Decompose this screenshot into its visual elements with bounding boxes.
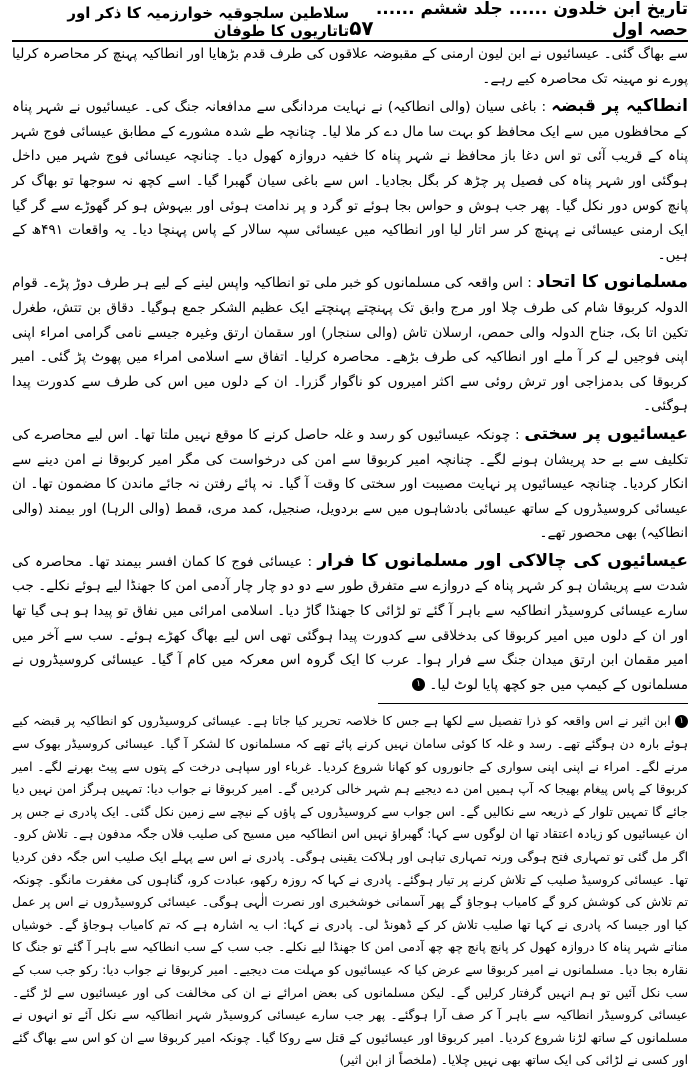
section-retreat: عیسائیوں کی چالاکی اور مسلمانوں کا فرار : عیسائی فوج کا کمان افسر بیمند تھا۔ محاصرہ کی شدت سے پریشان ہو کر شہر پناہ کے دروازے سے متفرق طور سے دو دو چار چار آدمی امن کا جھنڈا لیے ہوئے نکلے۔ جب سارے عیسائی کروسیڈر انطاکیہ سے باہر آ گئے تو لڑائی کا جھنڈا گاڑ دیا۔ اسلامی امرائی میں نفاق تو پیدا ہو ہی گیا تھا اور ان کے دلوں میں امیر کربوقا کی بدخلاقی سے کدورت پیدا ہوگئی تھی اس لیے بھاگ کھڑے ہوئے۔ سب سے آخر میں امیر مقمان ابن ارتق میدان جنگ سے فرار ہوا۔ عرب کا ایک گروہ اس معرکہ میں کام آ گیا۔ عیسائی کروسیڈروں نے مسلمانوں کے کیمپ میں جو کچھ پایا لوٹ لیا۔ ۱ <box>12 550 688 693</box>
intro-paragraph <box>12 42 688 91</box>
book-title: تاریخ ابن خلدون ...... جلد ششم ...... حصہ اول <box>375 0 688 40</box>
intro-text: سے بھاگ گئی۔ عیسائیوں نے ابن لیون ارمنی کے مقبوضہ علاقوں کی طرف قدم بڑھایا اور انطاکیہ پہنچ کر محاصرہ کرلیا پورے نو مہینہ تک محاصرہ کیے رہے۔ <box>12 46 688 87</box>
section-text: باغی سیان (والی انطاکیہ) نے نہایت مردانگی سے مدافعانہ جنگ کی۔ عیسائیوں نے شہر پناہ کے محافظوں میں سے ایک محافظ کو بہت سا مال دے کر ملا لیا۔ چنانچہ طے شدہ مشورے کے مطابق عیسائی فوج شہر پناہ کے قریب آئی تو اس دغا باز محافظ نے شہر پناہ کا خفیہ دروازہ کھول دیا۔ چنانچہ عیسائی فوج شہر میں داخل ہوگئی اور شہر پناہ کی فصیل پر چڑھ کر بگل بجادیا۔ اس سے باغی سیان گھبرا گیا۔ اسے کچھ نہ سوجھا تو بھاگ کر پانچ کوس دور نکل گیا۔ پھر جب ہوش و حواس بجا ہوئے تو گرد و پر ندامت ہوئی اور بیہوش ہو کر گھوڑے سے گر گیا ایک ارمنی عیسائی نے پہنچ کر سر اتار لیا اور انطاکیہ میں عیسائی سپہ سالار کے پاس پہنچا دیا۔ یہ واقعات ۴۹۱ھ کے ہیں۔ <box>12 99 688 263</box>
footnote-text: ابن اثیر نے اس واقعہ کو ذرا تفصیل سے لکھا ہے جس کا خلاصہ تحریر کیا جاتا ہے۔ عیسائی کروسیڈروں کو انطاکیہ پر قبضہ کیے ہوئے بارہ دن ہوگئے تھے۔ رسد و غلہ کا کوئی سامان نہیں کرنے پائے تھے کہ مسلمانوں کا لشکر آ گیا۔ عیسائی کروسیڈر بھوک سے مرنے لگے۔ امراء نے اپنی اپنی سواری کے جانوروں کو کھانا شروع کردیا۔ غرباء اور سپاہی درخت کے پتوں سے پیٹ بھرنے لگے۔ امیر کربوقا کے پاس پیغام بھیجا کہ آپ ہمیں امن دے دیجیے ہم شہر خالی کردیں گے۔ امیر کربوقا نے جواب دیا: تمہیں ہرگز امن نہیں دیا جائے گا تمہیں تلوار کے ذریعہ سے نکالیں گے۔ اس جواب سے کروسیڈروں کے پاؤں کے نیچے سے زمین نکل گئی۔ ایک پادری نے جس پر ان عیسائیوں کو زیادہ اعتقاد تھا ان لوگوں سے کہا: گھبراؤ نہیں اس انطاکیہ میں مسیح کی صلیب فلاں جگہ مدفون ہے۔ تلاش کرو۔ اگر مل گئی تو تمہاری فتح ہوگی ورنہ تمہاری تباہی اور ہلاکت یقینی ہوگی۔ پادری نے اس سے پہلے ایک صلیب اس جگہ دفن کردیا تھا۔ عیسائی کروسیڈ صلیب کے تلاش کرنے پر تیار ہوگئے۔ پادری نے کہا کہ روزہ رکھو، عبادت کرو، گناہوں کی مغفرت مانگو۔ چونکہ تم تلاش کی کوشش کرو گے کامیاب ہوجاؤ گے پھر آسمانی خوشخبری اور نصرت الٰہی ہوگی۔ عیسائی کروسیڈروں نے اس پر عمل کیا اور جیسا کہ پادری نے کہا تھا صلیب تلاش کر کے ڈھونڈ لی۔ پادری نے کہا: اب یہ اشارہ ہے کہ تم کامیاب ہوجاؤ گے۔ خوشیاں مناتے شہر پناہ کا دروازہ کھول کر پانچ پانچ چھ چھ آدمی امن کا جھنڈا لیے نکلے۔ جب سب کے سب انطاکیہ سے باہر آ گئے تو جنگ کا نقارہ بجا دیا۔ مسلمانوں نے امیر کربوقا سے عرض کیا کہ عیسائیوں کو مہلت مت دیجیے۔ امیر کربوقا نے جواب دیا: رکو جب سب کے سب نکل آئیں تو ہم انہیں گرفتار کرلیں گے۔ لیکن مسلمانوں کی بعض امرائے نے ان کی مخالفت کی اور عیسائیوں سے لڑ گئے۔ عیسائی کروسیڈر انطاکیہ سے باہر آ کر صف آرا ہوگئے۔ پھر جب سارے عیسائی کروسیڈر شہر انطاکیہ سے نکل آئے تو انہوں نے مسلمانوں کے ساتھ لڑنا شروع کردیا۔ امیر کربوقا اور عیسائیوں کے قتل سے روکا گیا۔ چونکہ امیر کربوقا سے ان کو اس سے بھاگ گئے اور کسی نے لڑائی کی ایک ساتھ بھی نہیں چلایا۔ (ملخصاً از ابن اثیر) <box>12 714 688 1068</box>
page-number: ۵۷ <box>349 16 374 40</box>
main-text <box>12 42 688 697</box>
footnote <box>12 710 688 1072</box>
page-header <box>12 0 688 42</box>
section-text: عیسائی فوج کا کمان افسر بیمند تھا۔ محاصرہ کی شدت سے پریشان ہو کر شہر پناہ کے دروازے سے متفرق طور سے دو دو چار چار آدمی امن کا جھنڈا لیے ہوئے نکلے۔ جب سارے عیسائی کروسیڈر انطاکیہ سے باہر آ گئے تو لڑائی کا جھنڈا گاڑ دیا۔ اسلامی امرائی میں نفاق تو پیدا ہو ہی گیا تھا اور ان کے دلوں میں امیر کربوقا کی بدخلاقی سے کدورت پیدا ہوگئی تھی اس لیے بھاگ کھڑے ہوئے۔ سب سے آخر میں امیر مقمان ابن ارتق میدان جنگ سے فرار ہوا۔ عرب کا ایک گروہ اس معرکہ میں کام آ گیا۔ عیسائی کروسیڈروں نے مسلمانوں کے کیمپ میں جو کچھ پایا لوٹ لیا۔ <box>12 553 688 693</box>
section-text: چونکہ عیسائیوں کو رسد و غلہ حاصل کرنے کا موقع نہیں ملتا تھا۔ اس لیے محاصرے کی تکلیف سے بے حد پریشان ہونے لگے۔ چنانچہ امیر کربوقا سے امن کی درخواست کی مگر امیر کربوقا نے امن دینے سے انکار کردیا۔ چنانچہ عیسائیوں پر نہایت مصیبت اور سختی کا وقت آ گیا۔ نہ پائے رفتن نہ جائے ماندن کا مضمون تھا۔ ان عیسائی کروسیڈروں کے ساتھ عیسائی بادشاہوں میں سے بردویل، صنجیل، کمد مری، قمط (والی الرہا) اور بیمند (والی انطاکیہ) بھی محصور تھے۔ <box>12 426 688 542</box>
section-text: اس واقعہ کی مسلمانوں کو خبر ملی تو انطاکیہ واپس لینے کے لیے ہر طرف دوڑ پڑے۔ قوام الدولہ کربوقا شام کی طرف چلا اور مرج وابق تک پہنچتے پہنچتے ایک عظیم الشکر جمع ہوگیا۔ دقاق بن تتش، طغرل تکین اتا بک، جناح الدولہ والی حمص، ارسلان تاش (والی سنجار) اور سقمان ارتق وغیرہ جیسے نامی گرامی امراء اپنی اپنی فوجیں لے کر آ ملے اور انطاکیہ کی طرف بڑھے۔ محاصرہ کرلیا۔ اتفاق سے اسلامی امراء میں پھوٹ پڑ گئی۔ امیر کربوقا کی بدمزاجی اور ترش روئی سے اکثر امیروں کو ناگوار گزرا۔ ان کے دلوں میں اس کی طرف سے کدورت پیدا ہوگئی۔ <box>12 275 688 415</box>
chapter-title: سلاطین سلجوقیہ خوارزمیہ کا ذکر اور تاتاریوں کا طوفان <box>67 4 350 40</box>
section-heading: عیسائیوں پر سختی <box>524 423 688 444</box>
section-unity: مسلمانوں کا اتحاد : اس واقعہ کی مسلمانوں کو خبر ملی تو انطاکیہ واپس لینے کے لیے ہر طرف دوڑ پڑے۔ قوام الدولہ کربوقا شام کی طرف چلا اور مرج وابق تک پہنچتے پہنچتے ایک عظیم الشکر جمع ہوگیا۔ دقاق بن تتش، طغرل تکین اتا بک، جناح الدولہ والی حمص، ارسلان تاش (والی سنجار) اور سقمان ارتق وغیرہ جیسے نامی گرامی امراء اپنی اپنی فوجیں لے کر آ ملے اور انطاکیہ کی طرف بڑھے۔ محاصرہ کرلیا۔ اتفاق سے اسلامی امراء میں پھوٹ پڑ گئی۔ امیر کربوقا کی بدمزاجی اور ترش روئی سے اکثر امیروں کو ناگوار گزرا۔ ان کے دلوں میں اس کی طرف سے کدورت پیدا ہوگئی۔ <box>12 272 688 415</box>
footnote-reference[interactable]: ۱ <box>412 678 425 691</box>
section-heading: مسلمانوں کا اتحاد <box>536 272 688 293</box>
section-heading: انطاکیہ پر قبضہ <box>551 96 688 117</box>
section-antioch: انطاکیہ پر قبضہ : باغی سیان (والی انطاکیہ) نے نہایت مردانگی سے مدافعانہ جنگ کی۔ عیسائیوں نے شہر پناہ کے محافظوں میں سے ایک محافظ کو بہت سا مال دے کر ملا لیا۔ چنانچہ طے شدہ مشورے کے مطابق عیسائی فوج شہر پناہ کے قریب آئی تو اس دغا باز محافظ نے شہر پناہ کا خفیہ دروازہ کھول دیا۔ چنانچہ عیسائی فوج شہر میں داخل ہوگئی اور شہر پناہ کی فصیل پر چڑھ کر بگل بجادیا۔ اس سے باغی سیان گھبرا گیا۔ اسے کچھ نہ سوجھا تو بھاگ کر پانچ کوس دور نکل گیا۔ پھر جب ہوش و حواس بجا ہوئے تو گرد و پر ندامت ہوئی اور بیہوش ہو کر گھوڑے سے گر گیا ایک ارمنی عیسائی نے پہنچ کر سر اتار لیا اور انطاکیہ میں عیسائی سپہ سالار کے پاس پہنچا دیا۔ یہ واقعات ۴۹۱ھ کے ہیں۔ <box>12 96 688 263</box>
section-hardship: عیسائیوں پر سختی : چونکہ عیسائیوں کو رسد و غلہ حاصل کرنے کا موقع نہیں ملتا تھا۔ اس لیے محاصرے کی تکلیف سے بے حد پریشان ہونے لگے۔ چنانچہ امیر کربوقا سے امن کی درخواست کی مگر امیر کربوقا نے امن دینے سے انکار کردیا۔ چنانچہ عیسائیوں پر نہایت مصیبت اور سختی کا وقت آ گیا۔ نہ پائے رفتن نہ جائے ماندن کا مضمون تھا۔ ان عیسائی کروسیڈروں کے ساتھ عیسائی بادشاہوں میں سے بردویل، صنجیل، کمد مری، قمط (والی الرہا) اور بیمند (والی انطاکیہ) بھی محصور تھے۔ <box>12 423 688 542</box>
footnote-separator <box>378 703 688 704</box>
section-heading: عیسائیوں کی چالاکی اور مسلمانوں کا فرار <box>317 550 688 571</box>
footnote-marker: ۱ <box>675 715 688 728</box>
